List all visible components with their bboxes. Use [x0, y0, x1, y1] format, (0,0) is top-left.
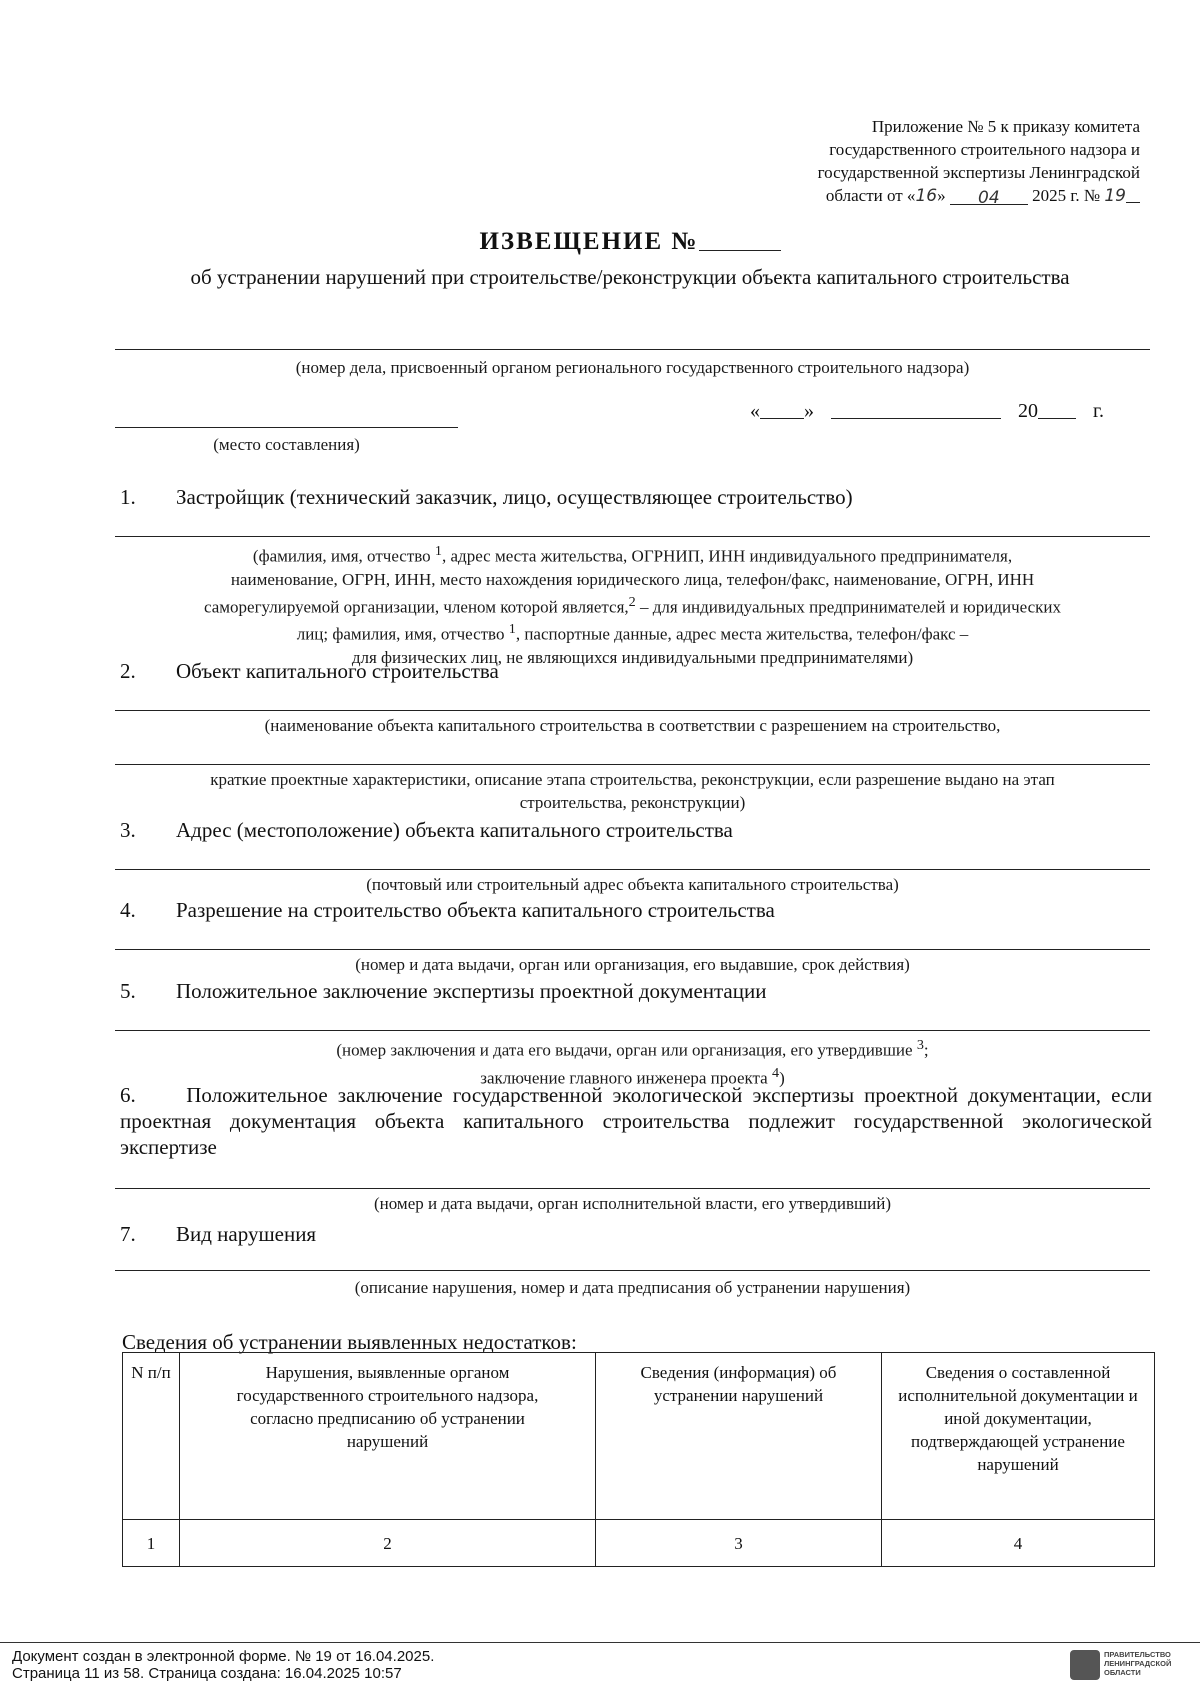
handwritten-number: 19	[1104, 186, 1126, 206]
government-logo-icon	[1070, 1650, 1100, 1680]
footer-line-2: Страница 11 из 58. Страница создана: 16.04.2025 10:57	[12, 1665, 402, 1682]
document-subtitle: об устранении нарушений при строительстве/реконструкции объекта капитального строительства	[190, 265, 1070, 289]
section-5-line[interactable]	[115, 1030, 1150, 1031]
table-header-cell: Сведения (информация) об устранении нарушений	[596, 1353, 882, 1520]
section-5-caption: (номер заключения и дата его выдачи, орган или организация, его утвердившие $^3$; заключение главного инженера проекта $^4$)	[336, 1037, 929, 1088]
date-year-field[interactable]	[1038, 400, 1076, 419]
remediation-table	[122, 1352, 1155, 1567]
annex-line-1: Приложение № 5 к приказу комитета	[871, 117, 1140, 136]
place-line[interactable]	[115, 427, 458, 428]
section-3: 3. Адрес (местоположение) объекта капитального строительства	[120, 818, 733, 842]
footer	[12, 1648, 434, 1682]
section-6: 6. Положительное заключение государственной экологической экспертизы проектной документации, если проектная документация объекта капитального строительства подлежит государственной экологической экспертизе	[120, 1083, 1153, 1159]
section-1: 1. Застройщик (технический заказчик, лицо, осуществляющее строительство)	[120, 485, 853, 509]
section-5: 5. Положительное заключение экспертизы проектной документации	[120, 979, 767, 1003]
section-1-line[interactable]	[115, 536, 1150, 537]
handwritten-month: 04	[978, 188, 1000, 208]
table-header-row	[123, 1353, 1155, 1520]
section-4-caption: (номер и дата выдачи, орган или организация, его выдавшие, срок действия)	[355, 955, 910, 974]
section-3-caption: (почтовый или строительный адрес объекта капитального строительства)	[366, 875, 899, 894]
section-6-line[interactable]	[115, 1188, 1150, 1189]
annex-line-2: государственного строительного надзора и	[829, 140, 1140, 159]
date-row: « » 20 г.	[750, 400, 1104, 422]
footer-divider	[0, 1642, 1200, 1643]
table-cell[interactable]: 1	[123, 1520, 180, 1567]
table-header-cell: N п/п	[123, 1353, 180, 1520]
table-cell[interactable]: 2	[180, 1520, 596, 1567]
date-day-field[interactable]	[760, 400, 804, 419]
section-7-line[interactable]	[115, 1270, 1150, 1271]
document-title: ИЗВЕЩЕНИЕ №	[0, 228, 1200, 256]
footer-line-1: Документ создан в электронной форме. № 19 от 16.04.2025.	[12, 1648, 435, 1665]
section-1-caption: (фамилия, имя, отчество $^1$, адрес места жительства, ОГРНИП, ИНН индивидуального предпринимателя, наименование, ОГРН, ИНН, место нахождения юридического лица, телефон/факс, наименование, ОГРН, ИНН саморегулируемой организации, членом которой является,$^2$ – для индивидуальных предпринимателей и юридических лиц; фамилия, имя, отчество $^1$, паспортные данные, адрес места жительства, телефон/факс – для физических лиц, не являющихся индивидуальными предпринимателями)	[203, 543, 1062, 667]
place-caption: (место составления)	[213, 435, 360, 454]
case-number-caption: (номер дела, присвоенный органом регионального государственного строительного надзора)	[295, 358, 970, 377]
section-2-line-1[interactable]	[115, 710, 1150, 711]
section-3-line[interactable]	[115, 869, 1150, 870]
handwritten-day: 16	[915, 186, 938, 206]
section-2-caption-2: краткие проектные характеристики, описание этапа строительства, реконструкции, если разрешение выдано на этап строительства, реконструкции)	[210, 770, 1055, 812]
annex-line-4: области от «16» 04 2025 г. № 19	[700, 184, 1140, 208]
section-4: 4. Разрешение на строительство объекта капитального строительства	[120, 898, 775, 922]
section-4-line[interactable]	[115, 949, 1150, 950]
annex-line-3: государственной экспертизы Ленинградской	[817, 163, 1140, 182]
date-month-field[interactable]	[831, 400, 1001, 419]
table-cell[interactable]: 4	[882, 1520, 1155, 1567]
annex-header	[700, 115, 1140, 208]
remediation-heading: Сведения об устранении выявленных недостатков:	[122, 1330, 577, 1354]
table-header-cell: Сведения о составленной исполнительной документации и иной документации, подтверждающей устранение нарушений	[882, 1353, 1155, 1520]
case-number-line[interactable]	[115, 349, 1150, 350]
section-2: 2. Объект капитального строительства	[120, 659, 499, 683]
table-cell[interactable]: 3	[596, 1520, 882, 1567]
section-2-line-2[interactable]	[115, 764, 1150, 765]
table-header-cell: Нарушения, выявленные органом государственного строительного надзора, согласно предписанию об устранении нарушений	[180, 1353, 596, 1520]
table-row	[123, 1520, 1155, 1567]
section-2-caption-1: (наименование объекта капитального строительства в соответствии с разрешением на строительство,	[264, 716, 1001, 735]
section-7-caption: (описание нарушения, номер и дата предписания об устранении нарушения)	[354, 1278, 911, 1297]
section-6-caption: (номер и дата выдачи, орган исполнительной власти, его утвердивший)	[374, 1194, 891, 1213]
section-7: 7. Вид нарушения	[120, 1222, 317, 1246]
logo-text: ПРАВИТЕЛЬСТВО ЛЕНИНГРАДСКОЙ ОБЛАСТИ	[1104, 1650, 1172, 1677]
